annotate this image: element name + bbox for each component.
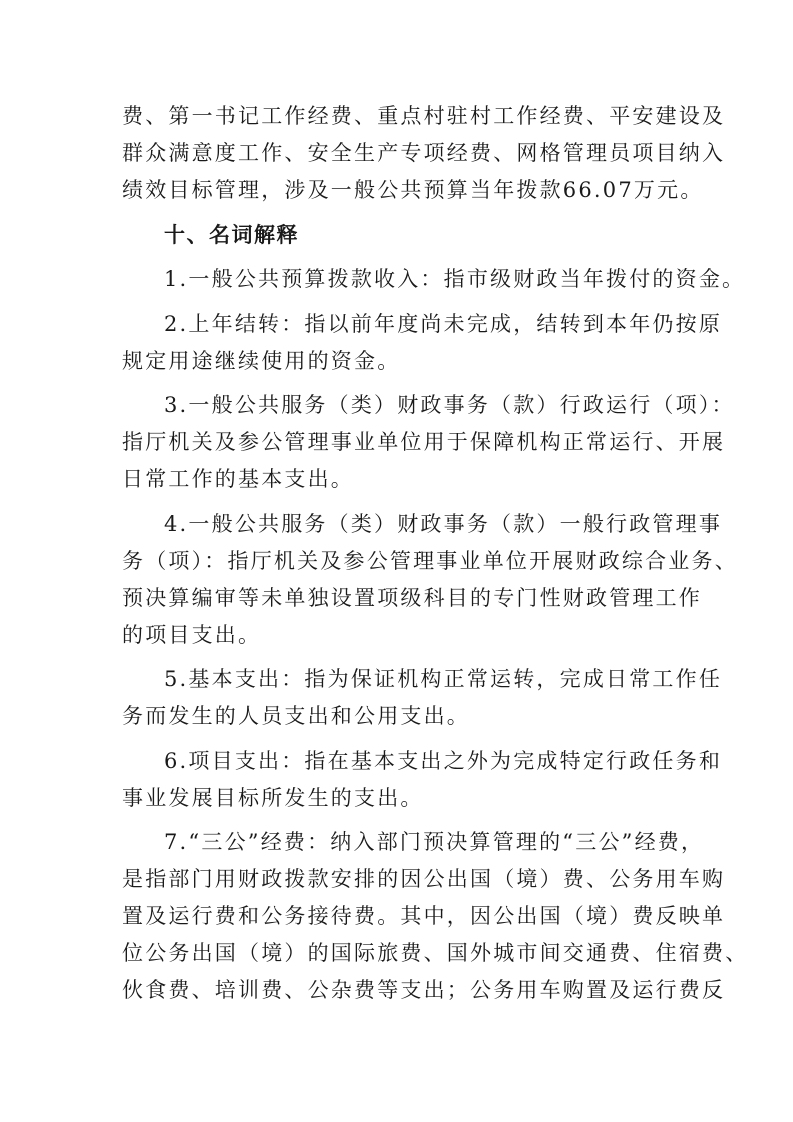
document-body [122,98,749,1009]
paragraph-gap [122,498,682,506]
paragraph-line: 绩效目标管理，涉及一般公共预算当年拨款66.07万元。 [122,178,704,202]
paragraph-line: 是指部门用财政拨款安排的因公出国（境）费、公务用车购 [122,867,726,891]
section-heading: 十、名词解释 [164,222,299,247]
paragraph-line: 事业发展目标所发生的支出。 [122,785,424,810]
paragraph-gap [122,380,682,388]
paragraph-line: 3.一般公共服务（类）财政事务（款）行政运行（项）： [164,393,735,417]
paragraph-line: 伙食费、培训费、公杂费等支出；公务用车购置及运行费反 [122,978,726,1002]
paragraph-line: 位公务出国（境）的国际旅费、国外城市间交通费、住宿费、 [122,941,749,965]
paragraph-line: 置及运行费和公务接待费。其中，因公出国（境）费反映单 [122,904,726,928]
paragraph-line: 务（项）：指厅机关及参公管理事业单位开展财政综合业务、 [122,548,738,573]
paragraph-line: 4.一般公共服务（类）财政事务（款）一般行政管理事 [164,511,723,536]
paragraph-line: 务而发生的人员支出和公用支出。 [122,704,470,728]
paragraph-line: 指厅机关及参公管理事业单位用于保障机构正常运行、开展 [122,430,726,454]
paragraph-line: 预决算编审等未单独设置项级科目的专门性财政管理工作 [122,585,702,610]
paragraph-line: 6.项目支出：指在基本支出之外为完成特定行政任务和 [164,748,723,773]
paragraph-line: 费、第一书记工作经费、重点村驻村工作经费、平安建设及 [122,104,726,128]
paragraph-line: 5.基本支出：指为保证机构正常运转，完成日常工作任 [164,667,723,691]
paragraph-line: 的项目支出。 [122,622,262,647]
paragraph-gap [122,817,682,825]
paragraph-gap [122,254,682,262]
paragraph-line: 群众满意度工作、安全生产专项经费、网格管理员项目纳入 [122,141,726,165]
paragraph-line: 规定用途继续使用的资金。 [122,348,401,373]
paragraph-gap [122,735,682,743]
paragraph-line: 7.“三公”经费：纳入部门预决算管理的“三公”经费， [164,830,705,854]
paragraph-gap [122,298,682,306]
paragraph-line: 2.上年结转：指以前年度尚未完成，结转到本年仍按原 [164,311,723,336]
paragraph-line: 日常工作的基本支出。 [122,467,354,491]
paragraph-line: 1.一般公共预算拨款收入：指市级财政当年拨付的资金。 [164,267,746,291]
paragraph-gap [122,209,682,217]
paragraph-gap [122,654,682,662]
